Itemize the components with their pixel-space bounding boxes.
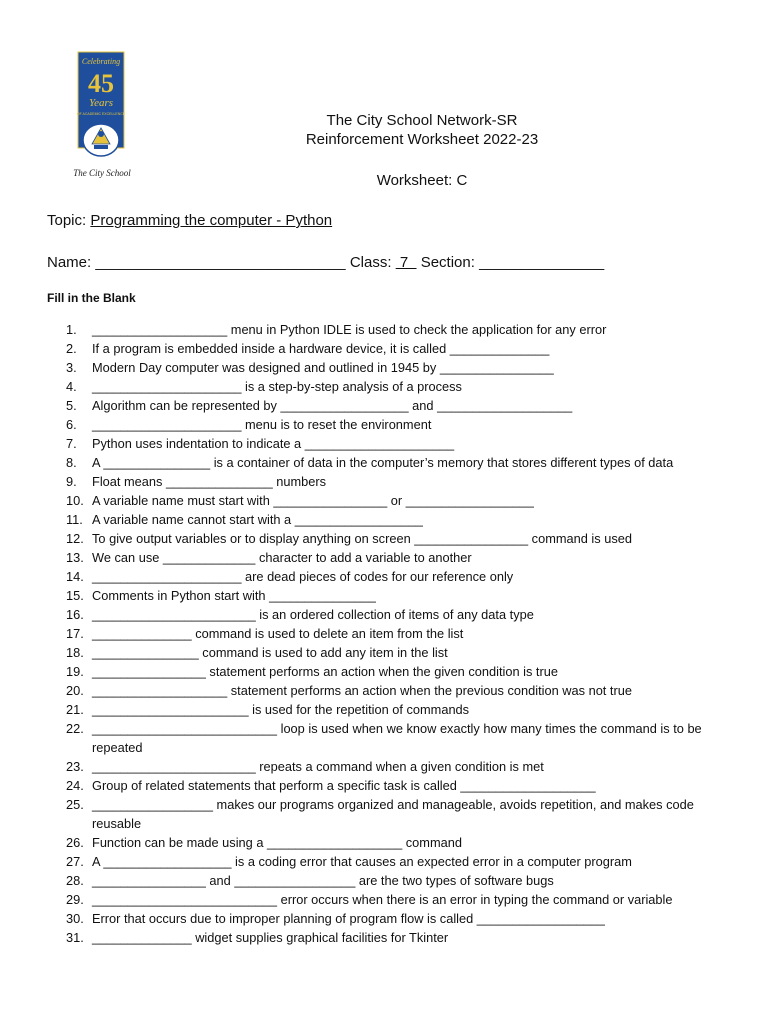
- name-label: Name:: [47, 254, 92, 271]
- question-item: [66, 358, 726, 377]
- question-number: 7.: [66, 436, 77, 451]
- name-blank[interactable]: ______________________________: [95, 254, 346, 271]
- question-number: 2.: [66, 341, 77, 356]
- question-text: ______________ widget supplies graphical facilities for Tkinter: [92, 930, 449, 945]
- question-item: [66, 662, 726, 681]
- question-number: 9.: [66, 474, 77, 489]
- question-item: [66, 776, 726, 795]
- class-label: Class:: [349, 254, 392, 271]
- question-item: [66, 548, 726, 567]
- question-number: 19.: [66, 664, 84, 679]
- question-item: [66, 510, 726, 529]
- question-item: [66, 624, 726, 643]
- question-text: _______________ command is used to add any item in the list: [92, 645, 448, 660]
- question-text: A variable name must start with ________________ or __________________: [92, 493, 534, 508]
- question-text: __________________________ loop is used when we know exactly how many times the command is to be repeated: [92, 721, 702, 755]
- question-number: 16.: [66, 607, 84, 622]
- question-number: 18.: [66, 645, 84, 660]
- question-number: 1.: [66, 322, 77, 337]
- question-text: Function can be made using a ___________________ command: [92, 835, 462, 850]
- question-text: A variable name cannot start with a __________________: [92, 512, 423, 527]
- question-item: [66, 453, 726, 472]
- question-number: 6.: [66, 417, 77, 432]
- question-number: 8.: [66, 455, 77, 470]
- question-text: _____________________ is a step-by-step analysis of a process: [92, 379, 462, 394]
- section-title: Fill in the Blank: [47, 291, 136, 305]
- question-number: 12.: [66, 531, 84, 546]
- question-item: [66, 890, 726, 909]
- question-item: [66, 700, 726, 719]
- question-text: __________________________ error occurs when there is an error in typing the command or variable: [92, 892, 673, 907]
- question-item: [66, 567, 726, 586]
- question-list: [66, 320, 726, 947]
- question-text: _______________________ is an ordered collection of items of any data type: [92, 607, 534, 622]
- question-number: 3.: [66, 360, 77, 375]
- question-number: 30.: [66, 911, 84, 926]
- question-text: Algorithm can be represented by __________________ and ___________________: [92, 398, 573, 413]
- question-number: 24.: [66, 778, 84, 793]
- question-item: [66, 871, 726, 890]
- question-text: A _______________ is a container of data in the computer’s memory that stores different types of data: [92, 455, 674, 470]
- question-item: [66, 586, 726, 605]
- question-item: [66, 605, 726, 624]
- student-info-line: [47, 254, 604, 271]
- question-number: 23.: [66, 759, 84, 774]
- question-number: 22.: [66, 721, 84, 736]
- question-item: [66, 415, 726, 434]
- school-network-title: The City School Network-SR: [326, 112, 518, 129]
- question-item: [66, 377, 726, 396]
- question-item: [66, 719, 726, 757]
- topic-label: Topic:: [47, 212, 87, 229]
- question-text: ___________________ menu in Python IDLE is used to check the application for any error: [92, 322, 607, 337]
- question-text: Group of related statements that perform a specific task is called ___________________: [92, 778, 596, 793]
- logo-years: Years: [88, 97, 114, 109]
- question-item: [66, 491, 726, 510]
- question-number: 27.: [66, 854, 84, 869]
- question-text: _____________________ are dead pieces of codes for our reference only: [92, 569, 514, 584]
- question-item: [66, 472, 726, 491]
- question-number: 5.: [66, 398, 77, 413]
- question-text: ______________________ is used for the repetition of commands: [92, 702, 470, 717]
- question-number: 26.: [66, 835, 84, 850]
- logo-caption: The City School: [73, 168, 131, 178]
- question-item: [66, 833, 726, 852]
- question-text: ________________ statement performs an action when the given condition is true: [92, 664, 558, 679]
- question-text: ______________ command is used to delete an item from the list: [92, 626, 464, 641]
- question-text: We can use _____________ character to add a variable to another: [92, 550, 472, 565]
- question-number: 17.: [66, 626, 84, 641]
- section-label: Section:: [420, 254, 475, 271]
- question-item: [66, 434, 726, 453]
- question-item: [66, 757, 726, 776]
- question-text: ________________ and _________________ are the two types of software bugs: [92, 873, 554, 888]
- question-text: _______________________ repeats a command when a given condition is met: [92, 759, 544, 774]
- question-item: [66, 928, 726, 947]
- question-number: 31.: [66, 930, 84, 945]
- question-number: 15.: [66, 588, 84, 603]
- question-text: To give output variables or to display anything on screen ________________ command is used: [92, 531, 632, 546]
- class-value[interactable]: 7: [395, 254, 417, 271]
- question-number: 14.: [66, 569, 84, 584]
- question-item: [66, 320, 726, 339]
- topic-value: Programming the computer - Python: [90, 212, 333, 229]
- topic-line: [47, 212, 332, 229]
- question-number: 20.: [66, 683, 84, 698]
- question-item: [66, 339, 726, 358]
- question-text: _____________________ menu is to reset the environment: [92, 417, 432, 432]
- question-text: Modern Day computer was designed and outlined in 1945 by ________________: [92, 360, 554, 375]
- question-item: [66, 681, 726, 700]
- question-text: If a program is embedded inside a hardware device, it is called ______________: [92, 341, 550, 356]
- question-number: 25.: [66, 797, 84, 812]
- logo-sub-text: OF ACADEMIC EXCELLENCE: [76, 112, 126, 116]
- question-number: 4.: [66, 379, 77, 394]
- question-item: [66, 909, 726, 928]
- question-text: Comments in Python start with _______________: [92, 588, 376, 603]
- worksheet-label: Worksheet: C: [376, 172, 468, 189]
- question-text: ___________________ statement performs an action when the previous condition was not true: [92, 683, 632, 698]
- logo-number: 45: [88, 69, 114, 98]
- worksheet-year-title: Reinforcement Worksheet 2022-23: [305, 131, 539, 148]
- question-number: 29.: [66, 892, 84, 907]
- question-item: [66, 529, 726, 548]
- question-text: Error that occurs due to improper planning of program flow is called __________________: [92, 911, 605, 926]
- question-item: [66, 795, 726, 833]
- question-number: 10.: [66, 493, 84, 508]
- question-text: Float means _______________ numbers: [92, 474, 327, 489]
- logo-top-text: Celebrating: [81, 57, 121, 66]
- question-number: 21.: [66, 702, 84, 717]
- question-item: [66, 852, 726, 871]
- section-blank[interactable]: _______________: [479, 254, 605, 271]
- question-text: _________________ makes our programs organized and manageable, avoids repetition, and makes code reusable: [92, 797, 694, 831]
- question-number: 13.: [66, 550, 84, 565]
- question-item: [66, 396, 726, 415]
- question-text: A __________________ is a coding error that causes an expected error in a computer program: [92, 854, 632, 869]
- question-text: Python uses indentation to indicate a _____________________: [92, 436, 455, 451]
- question-item: [66, 643, 726, 662]
- question-number: 28.: [66, 873, 84, 888]
- question-number: 11.: [66, 512, 83, 527]
